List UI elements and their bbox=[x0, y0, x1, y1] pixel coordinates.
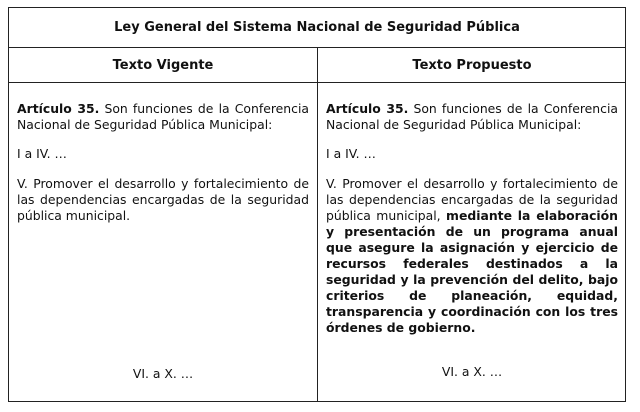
article-intro bbox=[17, 101, 309, 133]
fractions-vi-x: VI. a X. … bbox=[441, 364, 503, 379]
comparison-table bbox=[8, 7, 626, 402]
fraction-v-added: mediante la elaboración y presentación de un programa anual que asegure la asignación y ejercicio de recursos federales destinados a la seguridad y la prevención del delito, bajo criterios de planeación, equidad, transparencia y coordinación con los tres órdenes de gobierno. bbox=[326, 208, 618, 335]
current-text-column bbox=[9, 83, 318, 401]
table-title: Ley General del Sistema Nacional de Seguridad Pública bbox=[9, 8, 625, 48]
fractions-i-iv: I a IV. … bbox=[17, 146, 67, 161]
article-label: Artículo 35. bbox=[326, 101, 409, 116]
column-headers bbox=[9, 48, 625, 83]
table-body bbox=[9, 83, 625, 401]
fractions-vi-x: VI. a X. … bbox=[132, 366, 194, 381]
header-texto-vigente: Texto Vigente bbox=[9, 48, 318, 82]
article-label: Artículo 35. bbox=[17, 101, 100, 116]
fractions-i-iv: I a IV. … bbox=[326, 146, 376, 161]
fraction-v: V. Promover el desarrollo y fortalecimiento de las dependencias encargadas de la seguridad pública municipal. bbox=[17, 176, 309, 223]
article-intro bbox=[326, 101, 618, 133]
header-texto-propuesto: Texto Propuesto bbox=[412, 57, 532, 73]
article-text: Son funciones de la Conferencia Nacional de Seguridad Pública Municipal: bbox=[17, 101, 309, 132]
fraction-v bbox=[326, 176, 618, 336]
article-text: Son funciones de la Conferencia Nacional de Seguridad Pública Municipal: bbox=[326, 101, 618, 132]
proposed-text-column bbox=[318, 83, 626, 401]
fraction-v-plain: V. Promover el desarrollo y fortalecimiento de las dependencias encargadas de la seguridad pública municipal, bbox=[326, 176, 618, 223]
